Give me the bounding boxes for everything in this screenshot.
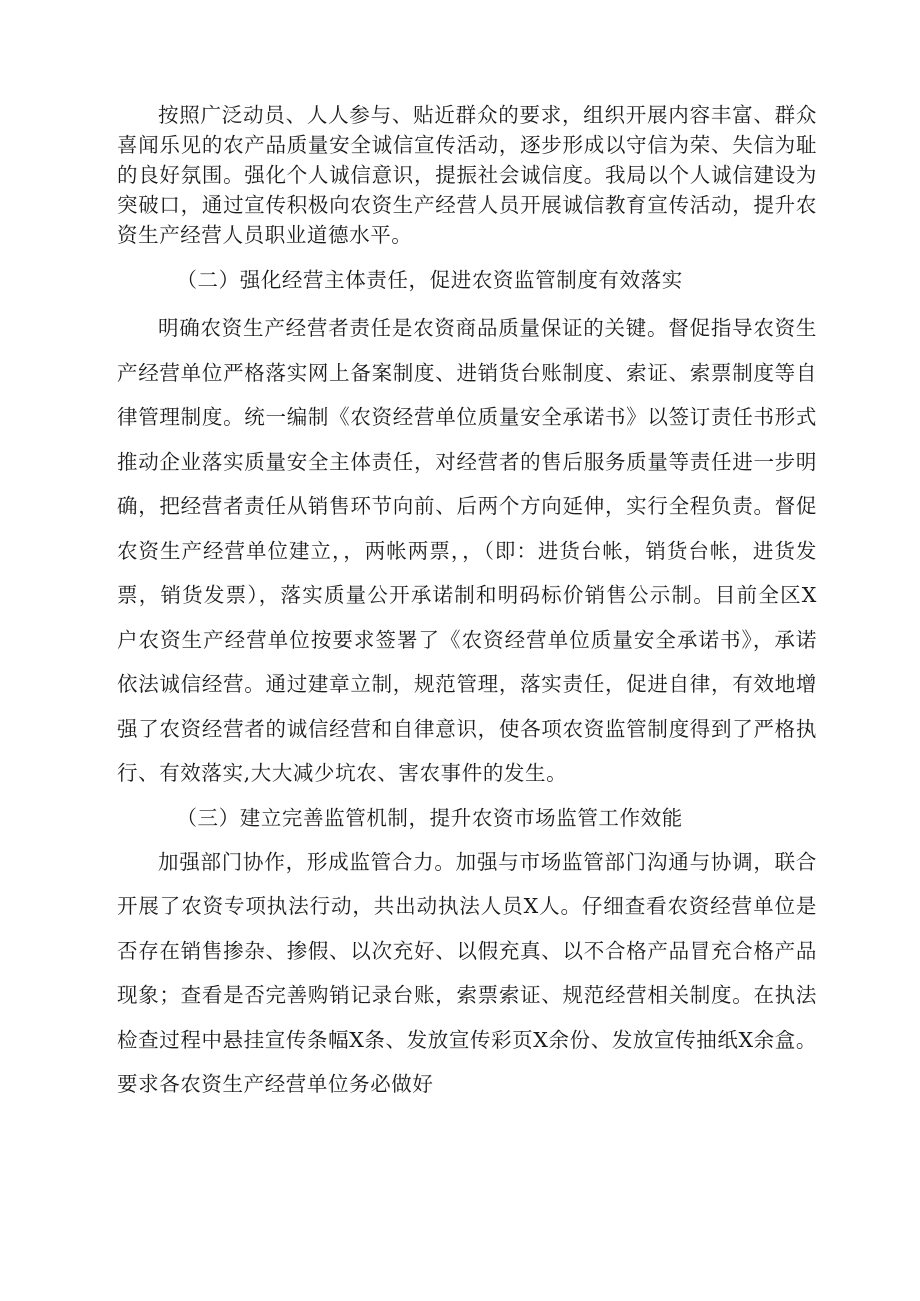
section-heading-3: （三）建立完善监管机制，提升农资市场监管工作效能: [176, 805, 683, 830]
paragraph-integrity-campaign: 按照广泛动员、人人参与、贴近群众的要求，组织开展内容丰富、群众喜闻乐见的农产品质量安全诚信宣传活动，逐步形成以守信为荣、失信为耻的良好氛围。强化个人诚信意识，提振社会诚信度。我局以个人诚信建设为突破口，通过宣传积极向农资生产经营人员开展诚信教育宣传活动，提升农资生产经营人员职业道德水平。: [117, 103, 817, 247]
section-heading-2: （二）强化经营主体责任，促进农资监管制度有效落实: [176, 268, 683, 292]
paragraph-supervision-mechanism: 加强部门协作，形成监管合力。加强与市场监管部门沟通与协调，联合开展了农资专项执法行动，共出动执法人员X人。仔细查看农资经营单位是否存在销售掺杂、掺假、以次充好、以假充真、以不合格产品冒充合格产品现象；查看是否完善购销记录台账，索票索证、规范经营相关制度。在执法检查过程中悬挂宣传条幅X条、发放宣传彩页X余份、发放宣传抽纸X余盒。要求各农资生产经营单位务必做好: [117, 849, 817, 1096]
document-page: [117, 100, 817, 1107]
paragraph-operator-responsibility: 明确农资生产经营者责任是农资商品质量保证的关键。督促指导农资生产经营单位严格落实网上备案制度、进销货台账制度、索证、索票制度等自律管理制度。统一编制《农资经营单位质量安全承诺书》以签订责任书形式推动企业落实质量安全主体责任，对经营者的售后服务质量等责任进一步明确，把经营者责任从销售环节向前、后两个方向延伸，实行全程负责。督促农资生产经营单位建立，，两帐两票，，（即：进货台帐，销货台帐，进货发票，销货发票），落实质量公开承诺制和明码标价销售公示制。目前全区X户农资生产经营单位按要求签署了《农资经营单位质量安全承诺书》，承诺依法诚信经营。通过建章立制，规范管理，落实责任，促进自律，有效地增强了农资经营者的诚信经营和自律意识，使各项农资监管制度得到了严格执行、有效落实,大大减少坑农、害农事件的发生。: [117, 316, 817, 785]
